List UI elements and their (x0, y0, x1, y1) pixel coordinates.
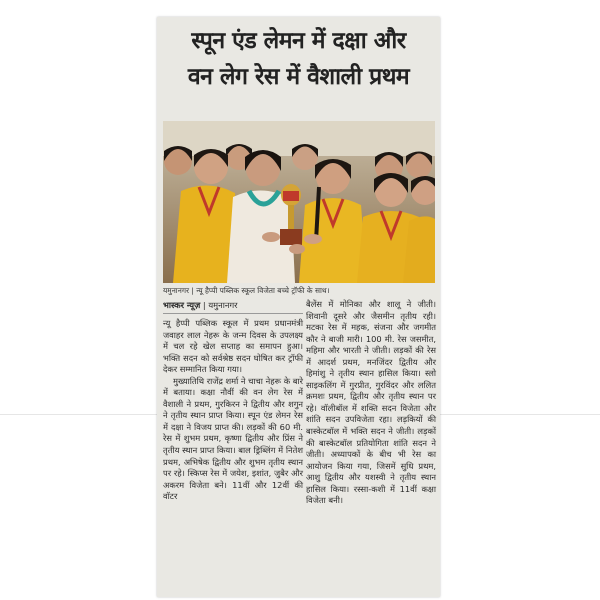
dateline (163, 299, 303, 314)
news-photo (163, 121, 435, 283)
paragraph-continued: बैलेंस में मोनिका और शालू ने जीती। शिवानी दूसरे और जैसमीन तृतीय रही। मटका रेस में महक, संजना और जगमीत कौर ने बाजी मारी। 100 मी. रेस जसमीत, महिमा और भारती ने जीती। लड़कों की रेस में आदर्श प्रथम, मनजिंदर द्वितीय और हिमांशु ने तृतीय स्थान हासिल किया। स्लो साइकलिंग में गुरप्रीत, गुरविंदर और ललित क्रमशः प्रथम, द्वितीय और तृतीय स्थान पर रहे। वॉलीबॉल में शक्ति सदन विजेता और शांति सदन उपविजेता रहा। लड़कियों की बास्केटबॉल में भक्ति सदन ने जीती। लड़कों की बास्केटबॉल प्रतियोगिता शांति सदन ने जीती। अध्यापकों के बीच भी रेस का आयोजन किया गया, जिसमें सुधि प्रथम, आशु द्वितीय और यशस्वी ने तृतीय स्थान हासिल किया। रस्सा-कशी में 11वीं कक्षा विजेता बनी। (306, 299, 436, 506)
article-right-column (306, 299, 436, 507)
article-left-column (163, 299, 303, 503)
paragraph-1: न्यू हैप्पी पब्लिक स्कूल में प्रथम प्रधानमंत्री जवाहर लाल नेहरू के जन्म दिवस के उपलक्ष्य में चल रहे खेल सप्ताह का समापन हुआ। भक्ति सदन को सर्वश्रेष्ठ सदन घोषित कर ट्रॉफी देकर सम्मानित किया गया। (163, 318, 303, 375)
paragraph-2: मुख्यातिथि राजेंद्र शर्मा ने चाचा नेहरू के बारे में बताया। कक्षा नौवीं की वन लेग रेस में वैशाली ने प्रथम, गुरकिरन ने द्वितीय और शगुन ने तृतीय स्थान प्राप्त किया। स्पून एंड लेमन रेस में दक्षा ने विजय प्राप्त की। लड़कों की 60 मी. रेस में शुभम प्रथम, कृष्णा द्वितीय और प्रिंस ने तृतीय स्थान प्राप्त किया। बाल ड्रिब्लिंग में नितेश प्रथम, अभिषेक द्वितीय और शुभम तृतीय स्थान पर रहे। स्किप्स रेस में जयेश, इशांत, जुबैर और अकरम विजेता बने। 11वीं और 12वीं की वॉटर (163, 375, 303, 502)
headline (161, 23, 436, 95)
byline: भास्कर न्यूज़ (163, 300, 201, 310)
headline-line-2: वन लेग रेस में वैशाली प्रथम (187, 64, 410, 90)
photo-caption: यमुनानगर | न्यू हैप्पी पब्लिक स्कूल विजेता बच्चे ट्रॉफी के साथ। (163, 286, 330, 295)
students-with-trophy-photo (163, 121, 435, 283)
dateline-city: | यमुनानगर (202, 300, 238, 310)
headline-line-1: स्पून एंड लेमन में दक्षा और (191, 28, 406, 54)
newspaper-clipping (157, 17, 440, 597)
